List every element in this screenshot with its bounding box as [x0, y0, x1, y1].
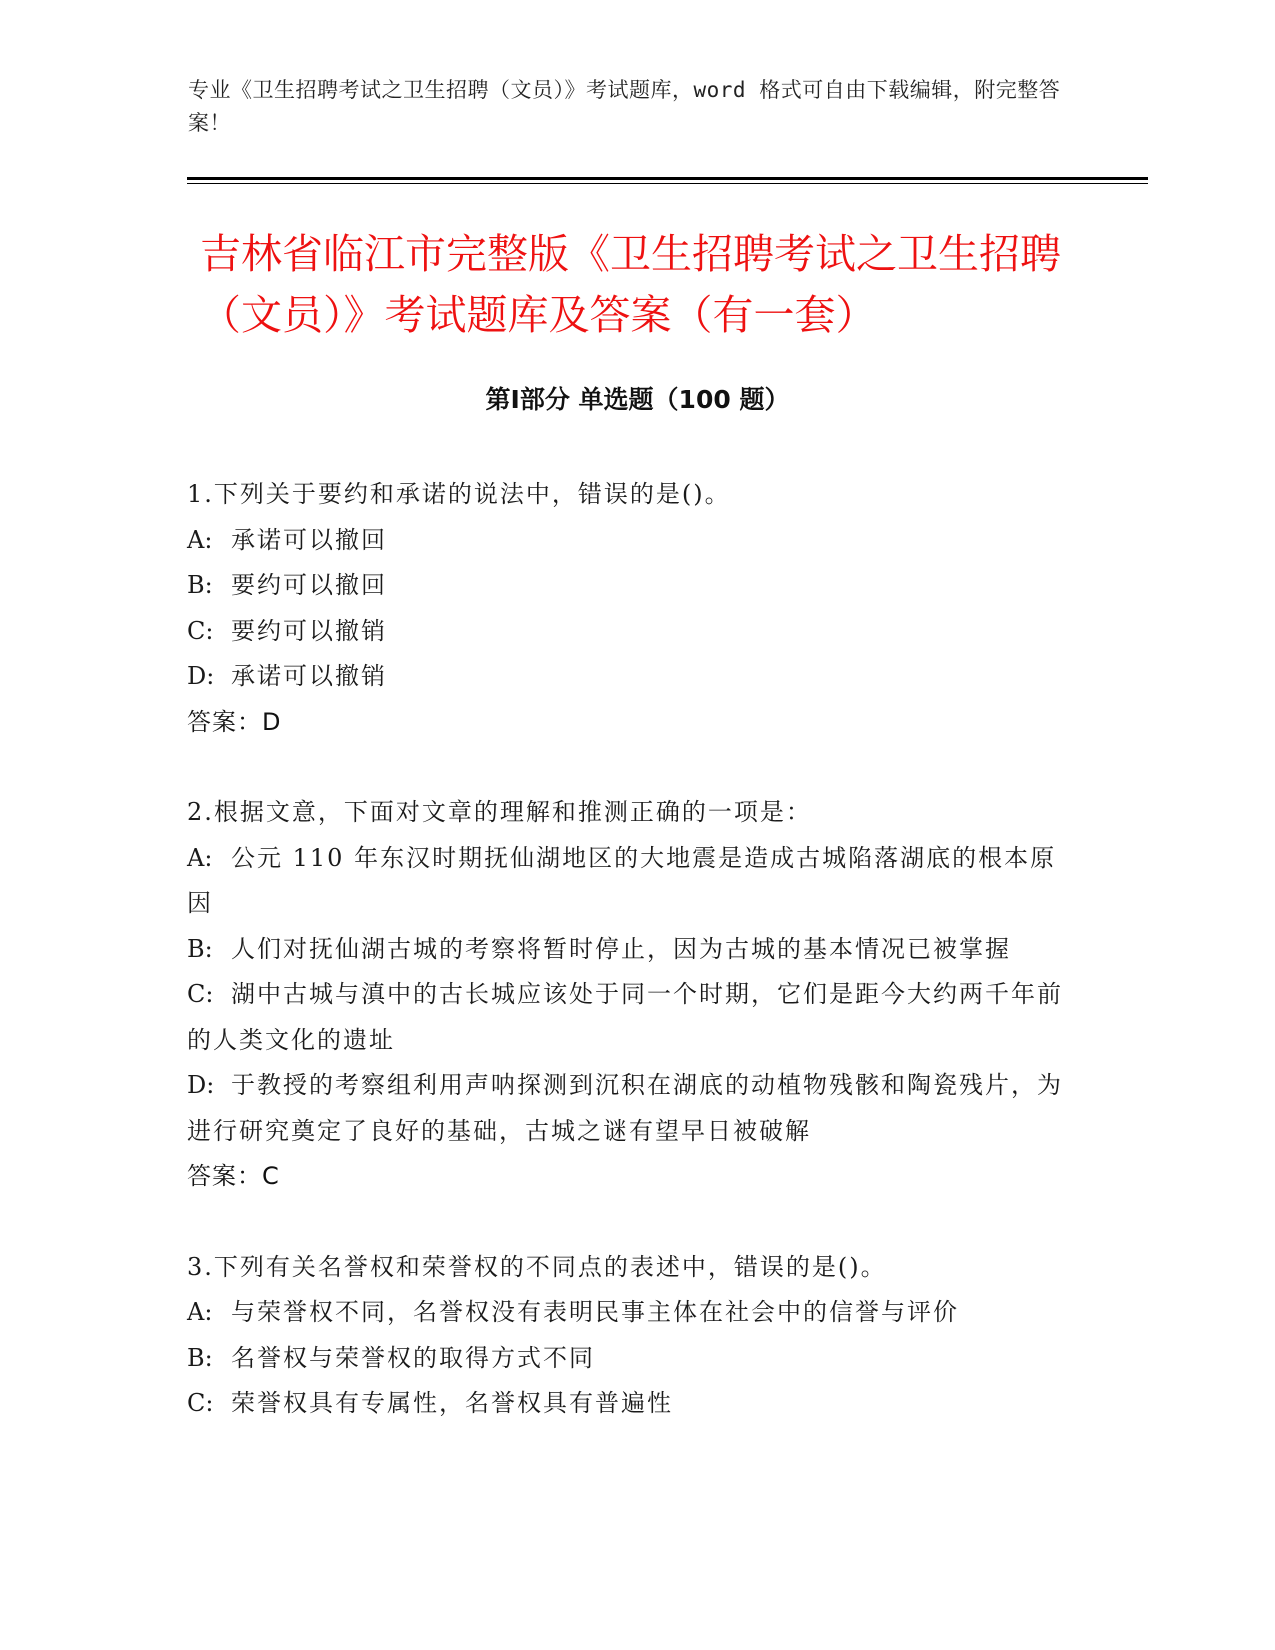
answer-line: 答案：C	[187, 1162, 280, 1190]
option-key: D:	[187, 1071, 215, 1099]
option-text: 荣誉权具有专属性，名誉权具有普遍性	[231, 1389, 673, 1417]
option-text: 人们对抚仙湖古城的考察将暂时停止，因为古城的基本情况已被掌握	[231, 934, 1011, 963]
question-stem: 3.下列有关名誉权和荣誉权的不同点的表述中，错误的是()。	[187, 1252, 887, 1281]
option-text: 与荣誉权不同，名誉权没有表明民事主体在社会中的信誉与评价	[231, 1298, 959, 1326]
option-key: B:	[187, 934, 213, 963]
question-stem: 2.根据文意，下面对文章的理解和推测正确的一项是：	[187, 798, 812, 826]
option-text: 承诺可以撤销	[231, 662, 387, 690]
option-key: A:	[187, 843, 213, 872]
option-key: C:	[187, 1389, 214, 1417]
option-key: A:	[187, 1298, 213, 1326]
option-c	[187, 609, 1067, 655]
option-b	[187, 563, 1067, 609]
header-divider-thin	[187, 183, 1148, 184]
option-b	[187, 927, 1067, 973]
option-key: A:	[187, 525, 213, 554]
header-note: 专业《卫生招聘考试之卫生招聘（文员）》考试题库，word 格式可自由下载编辑，附完整答案！	[188, 78, 1061, 135]
option-key: B:	[187, 571, 213, 599]
option-a	[187, 1290, 1067, 1336]
question-2	[187, 790, 1067, 1200]
option-text: 承诺可以撤回	[231, 525, 387, 554]
option-key: B:	[187, 1343, 213, 1372]
section-title: 第Ⅰ部分 单选题（100 题）	[485, 385, 790, 414]
option-key: C:	[187, 980, 214, 1008]
option-d	[187, 1063, 1067, 1154]
question-1	[187, 472, 1067, 745]
header-divider-thick	[187, 177, 1148, 180]
question-stem: 1.下列关于要约和承诺的说法中，错误的是()。	[187, 480, 731, 508]
option-key: D:	[187, 662, 215, 690]
option-text: 于教授的考察组利用声呐探测到沉积在湖底的动植物残骸和陶瓷残片，为进行研究奠定了良好的基础，古城之谜有望早日被破解	[187, 1071, 1063, 1145]
option-text: 名誉权与荣誉权的取得方式不同	[231, 1343, 595, 1372]
option-text: 要约可以撤回	[231, 571, 387, 599]
option-key: C:	[187, 616, 214, 645]
option-text: 要约可以撤销	[231, 616, 387, 645]
option-a	[187, 836, 1067, 927]
document-title: 吉林省临江市完整版《卫生招聘考试之卫生招聘（文员）》考试题库及答案（有一套）	[200, 230, 1061, 339]
option-b	[187, 1336, 1067, 1382]
option-a	[187, 518, 1067, 564]
answer-line: 答案：D	[187, 707, 282, 736]
option-c	[187, 972, 1067, 1063]
question-list	[187, 472, 1067, 1472]
question-3	[187, 1245, 1067, 1427]
option-text: 湖中古城与滇中的古长城应该处于同一个时期，它们是距今大约两千年前的人类文化的遗址	[187, 980, 1063, 1054]
option-c	[187, 1381, 1067, 1427]
option-d	[187, 654, 1067, 700]
option-text: 公元 110 年东汉时期抚仙湖地区的大地震是造成古城陷落湖底的根本原因	[187, 843, 1057, 917]
